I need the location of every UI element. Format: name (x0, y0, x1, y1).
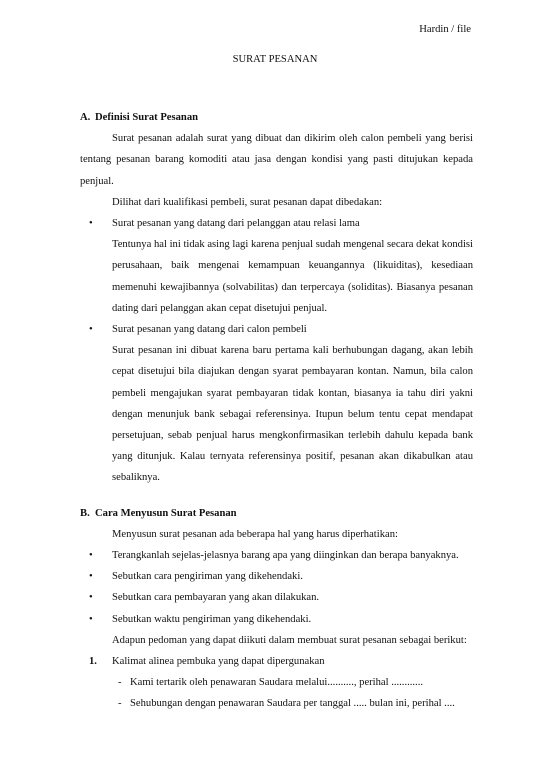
bullet-icon: • (89, 571, 93, 583)
section-a-bullet-1-text: Tentunya hal ini tidak asing lagi karena penjual sudah mengenal secara dekat kondisi perusahaan, baik mengenai kemampuan keuangannya (likuiditas), kesediaan memenuhi kewajibannya (solvabilitas) dan terpercaya (soliditas). Biasanya pesanan dating dari pelanggan akan cepat disetujui penjual. (112, 239, 473, 314)
bullet-icon: • (89, 550, 93, 562)
section-a-bullet-2-text: Surat pesanan ini dibuat karena baru pertama kali berhubungan dagang, akan lebih cepat disetujui bila diajukan dengan syarat pembayaran kontan. Namun, bila calon pembeli mengajukan syarat pembayaran tidak kontan, biasanya ia tahu diri yakni dengan menunjuk bank sebagai referensinya. Itupun belum tentu cepat mendapat persetujuan, sebab penjual harus mengkonfirmasikan terlebih dahulu kepada bank yang ditunjuk. Kalau ternyata referensinya positif, pesanan akan dikabulkan atau sebaliknya. (112, 345, 473, 484)
section-a-bullet-1: • Surat pesanan yang datang dari pelanggan atau relasi lama (80, 213, 473, 234)
document-body (80, 107, 473, 715)
page-header: Hardin / file (419, 24, 471, 35)
section-b-bullet: • Sebutkan waktu pengiriman yang dikehendaki. (80, 609, 473, 630)
dash-icon: - (118, 698, 122, 710)
document-title: SURAT PESANAN (232, 54, 318, 65)
section-a-label: A. (80, 112, 91, 123)
dash-item: - Sehubungan dengan penawaran Saudara per tanggal ..... bulan ini, perihal .... (80, 693, 473, 714)
bullet-icon: • (89, 613, 93, 625)
section-a-bullet-2: • Surat pesanan yang datang dari calon pembeli (80, 319, 473, 340)
section-b-label: B. (80, 507, 90, 519)
dash-icon: - (118, 677, 122, 689)
bullet-icon: • (89, 324, 93, 336)
section-a-para1: Surat pesanan adalah surat yang dibuat dan dikirim oleh calon pembeli yang berisi tentang pesanan barang komoditi atau jasa dengan kondisi yang pasti ditujukan kepada penjual. (80, 133, 473, 187)
bullet-icon: • (89, 218, 93, 230)
section-b-bullet: • Terangkanlah sejelas-jelasnya barang apa yang diinginkan dan berapa banyaknya. (80, 545, 473, 566)
section-a-title: Definisi Surat Pesanan (95, 112, 199, 123)
section-b-title: Cara Menyusun Surat Pesanan (95, 507, 237, 519)
section-b-bullet: • Sebutkan cara pembayaran yang akan dilakukan. (80, 587, 473, 608)
section-b-heading (80, 503, 473, 524)
bullet-icon: • (89, 592, 93, 604)
section-a-para2: Dilihat dari kualifikasi pembeli, surat pesanan dapat dibedakan: (112, 196, 383, 208)
numbered-item-label: 1. (89, 656, 97, 668)
section-b-para1: Menyusun surat pesanan ada beberapa hal yang harus diperhatikan: (112, 528, 398, 540)
numbered-item-1: 1. Kalimat alinea pembuka yang dapat dipergunakan (80, 651, 473, 672)
section-b-para2: Adapun pedoman yang dapat diikuti dalam membuat surat pesanan sebagai berikut: (112, 634, 467, 646)
dash-item: - Kami tertarik oleh penawaran Saudara melalui.........., perihal ............ (80, 672, 473, 693)
section-a-heading (80, 107, 473, 128)
section-b-bullet: • Sebutkan cara pengiriman yang dikehendaki. (80, 566, 473, 587)
